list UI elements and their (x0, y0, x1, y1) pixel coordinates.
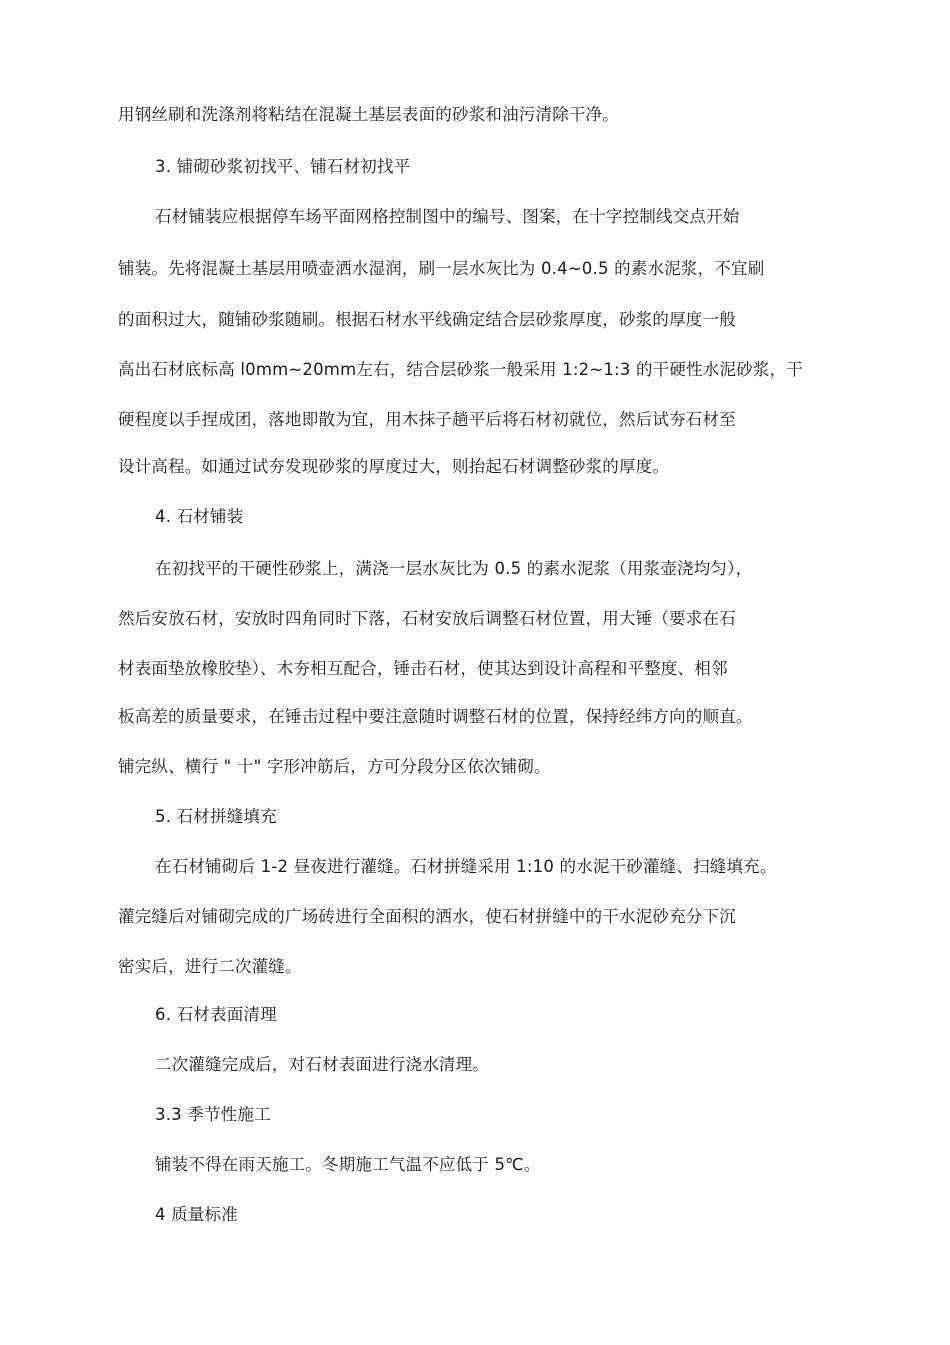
paragraph-line: 高出石材底标高 l0mm~20mm左右，结合层砂浆一般采用 1:2~1:3 的干硬性水泥砂浆，干 (118, 360, 803, 379)
section-heading-quality: 4 质量标准 (155, 1205, 238, 1224)
paragraph-line: 设计高程。如通过试夯发现砂浆的厚度过大，则抬起石材调整砂浆的厚度。 (118, 457, 670, 476)
paragraph-line: 铺装不得在雨天施工。冬期施工气温不应低于 5℃。 (155, 1155, 541, 1174)
paragraph-line: 用钢丝刷和洗涤剂将粘结在混凝土基层表面的砂浆和油污清除干净。 (118, 105, 619, 124)
paragraph-line: 在石材铺砌后 1-2 昼夜进行灌缝。石材拼缝采用 1:10 的水泥干砂灌缝、扫缝填充。 (155, 857, 777, 876)
paragraph-line: 密实后，进行二次灌缝。 (118, 957, 302, 976)
paragraph-line: 材表面垫放橡胶垫）、木夯相互配合，锤击石材，使其达到设计高程和平整度、相邻 (118, 659, 728, 678)
paragraph-line: 板高差的质量要求，在锤击过程中要注意随时调整石材的位置，保持经纬方向的顺直。 (118, 707, 753, 726)
section-heading-4: 4. 石材铺装 (155, 507, 244, 526)
paragraph-line: 铺完纵、横行 " 十" 字形冲筋后，方可分段分区依次铺砌。 (118, 757, 551, 776)
paragraph-line: 然后安放石材，安放时四角同时下落，石材安放后调整石材位置，用大锤（要求在石 (118, 609, 736, 628)
section-heading-3-3: 3.3 季节性施工 (155, 1105, 271, 1124)
paragraph-line: 二次灌缝完成后，对石材表面进行浇水清理。 (155, 1055, 489, 1074)
paragraph-line: 灌完缝后对铺砌完成的广场砖进行全面积的洒水，使石材拼缝中的干水泥砂充分下沉 (118, 907, 736, 926)
paragraph-line: 石材铺装应根据停车场平面网格控制图中的编号、图案，在十字控制线交点开始 (155, 207, 740, 226)
paragraph-line: 铺装。先将混凝土基层用喷壶洒水湿润，刷一层水灰比为 0.4~0.5 的素水泥浆，不宜刷 (118, 259, 765, 278)
section-heading-5: 5. 石材拼缝填充 (155, 807, 277, 826)
section-heading-3: 3. 铺砌砂浆初找平、铺石材初找平 (155, 157, 411, 176)
paragraph-line: 硬程度以手捏成团，落地即散为宜，用木抹子趟平后将石材初就位，然后试夯石材至 (118, 410, 736, 429)
paragraph-line: 在初找平的干硬性砂浆上，满浇一层水灰比为 0.5 的素水泥浆（用浆壶浇均匀）， (155, 559, 753, 578)
paragraph-line: 的面积过大，随铺砂浆随刷。根据石材水平线确定结合层砂浆厚度，砂浆的厚度一般 (118, 310, 736, 329)
section-heading-6: 6. 石材表面清理 (155, 1005, 277, 1024)
